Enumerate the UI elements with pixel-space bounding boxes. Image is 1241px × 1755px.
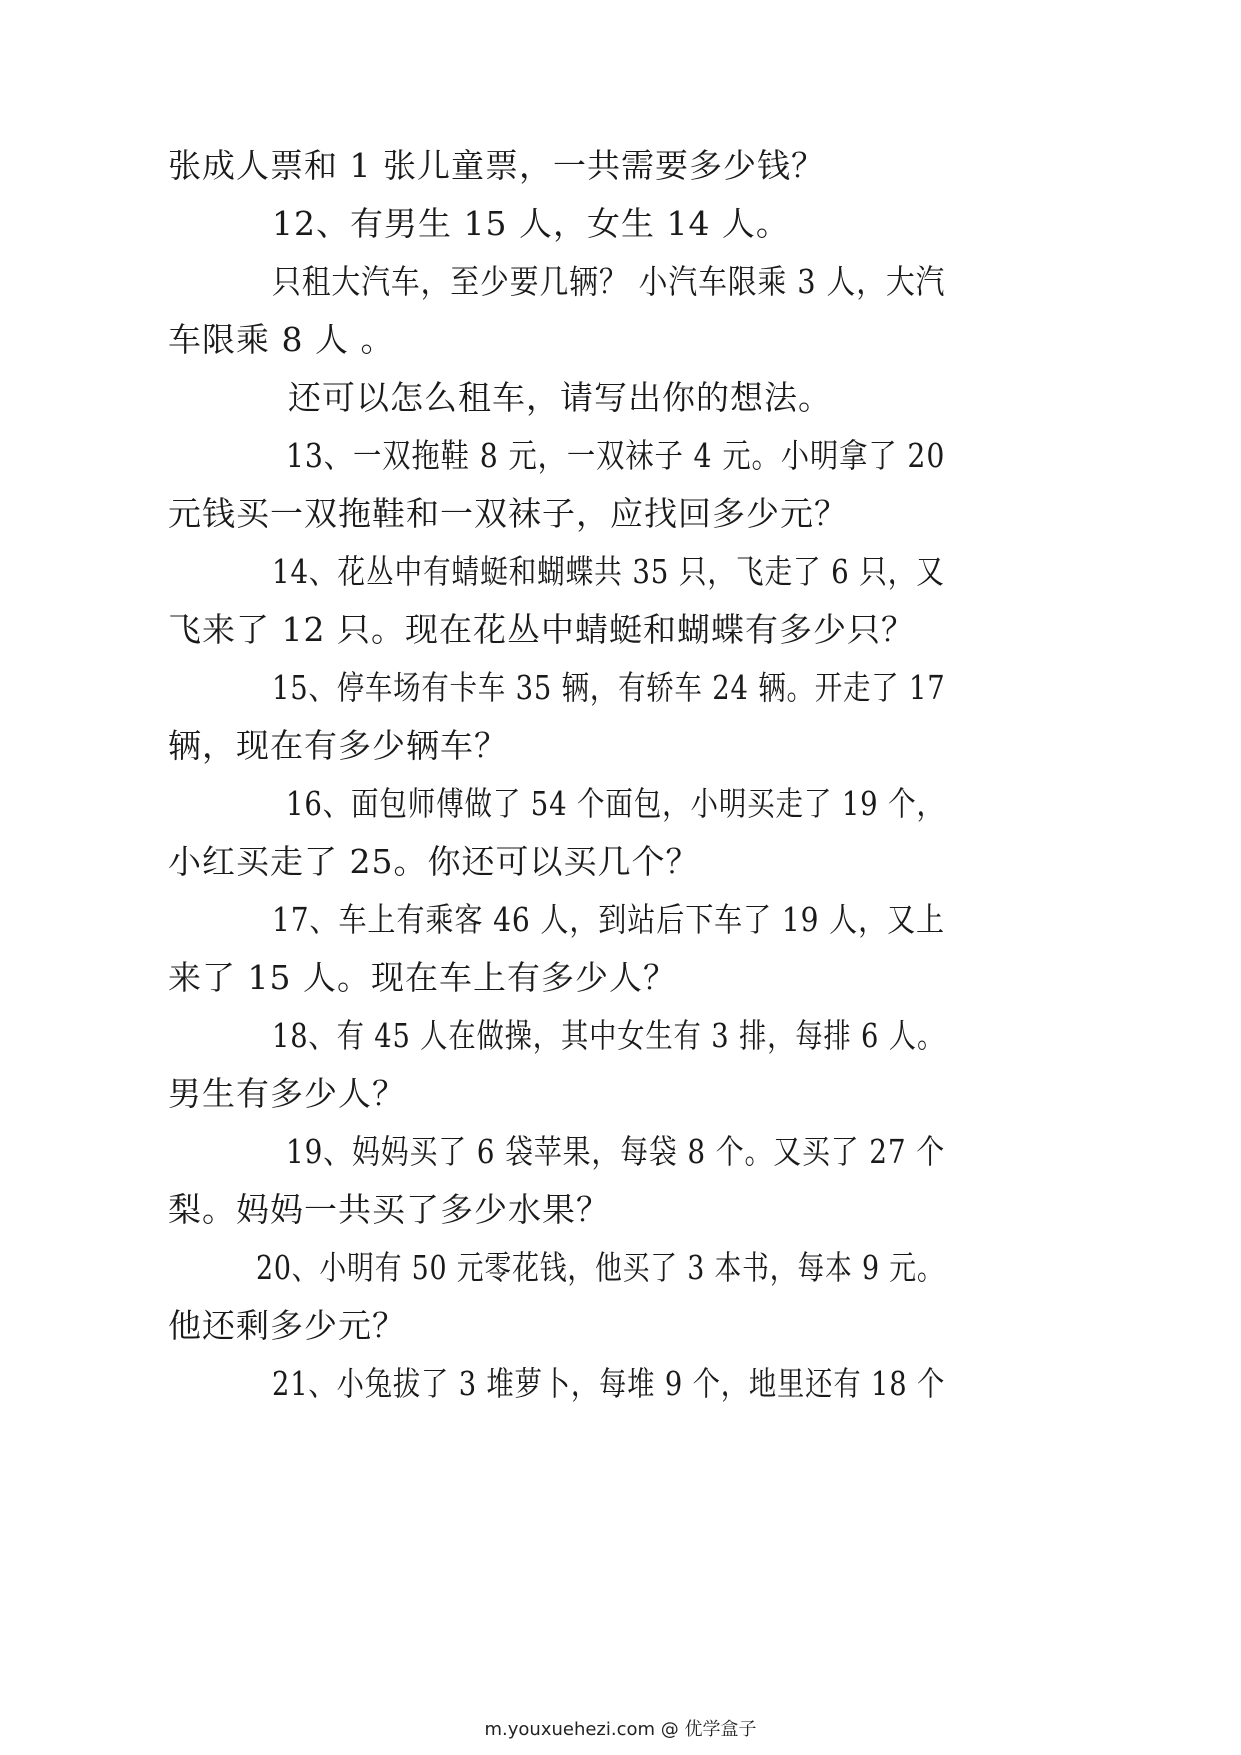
text-line: 张成人票和 1 张儿童票，一共需要多少钱？	[168, 146, 825, 185]
question-18: 18、有 45 人在做操，其中女生有 3 排，每排 6 人。	[272, 1016, 946, 1055]
text-line: 梨。妈妈一共买了多少水果？	[168, 1190, 610, 1229]
text-line: 只租大汽车，至少要几辆？ 小汽车限乘 3 人，大汽	[272, 262, 946, 301]
text-line: 飞来了 12 只。现在花丛中蜻蜓和蝴蝶有多少只？	[168, 610, 915, 649]
question-16: 16、面包师傅做了 54 个面包，小明买走了 19 个，	[286, 784, 945, 823]
text-line: 还可以怎么租车，请写出你的想法。	[288, 378, 832, 417]
question-21: 21、小兔拔了 3 堆萝卜，每堆 9 个，地里还有 18 个	[272, 1364, 946, 1403]
question-12: 12、有男生 15 人，女生 14 人。	[272, 204, 790, 243]
text-line: 小红买走了 25。你还可以买几个？	[168, 842, 700, 881]
text-line: 男生有多少人？	[168, 1074, 406, 1113]
question-15: 15、停车场有卡车 35 辆，有轿车 24 辆。开走了 17	[272, 668, 946, 707]
text-line: 来了 15 人。现在车上有多少人？	[168, 958, 677, 997]
question-17: 17、车上有乘客 46 人，到站后下车了 19 人，又上	[272, 900, 946, 939]
text-line: 元钱买一双拖鞋和一双袜子，应找回多少元？	[168, 494, 848, 533]
text-line: 他还剩多少元？	[168, 1306, 406, 1345]
footer-watermark: m.youxuehezi.com @ 优学盒子	[484, 1719, 757, 1740]
text-line: 车限乘 8 人 。	[168, 320, 395, 359]
question-20: 20、小明有 50 元零花钱，他买了 3 本书，每本 9 元。	[256, 1248, 945, 1287]
question-13: 13、一双拖鞋 8 元，一双袜子 4 元。小明拿了 20	[286, 436, 946, 475]
text-line: 辆，现在有多少辆车？	[168, 726, 508, 765]
question-14: 14、花丛中有蜻蜓和蝴蝶共 35 只，飞走了 6 只，又	[272, 552, 945, 591]
question-19: 19、妈妈买了 6 袋苹果，每袋 8 个。又买了 27 个	[286, 1132, 945, 1171]
